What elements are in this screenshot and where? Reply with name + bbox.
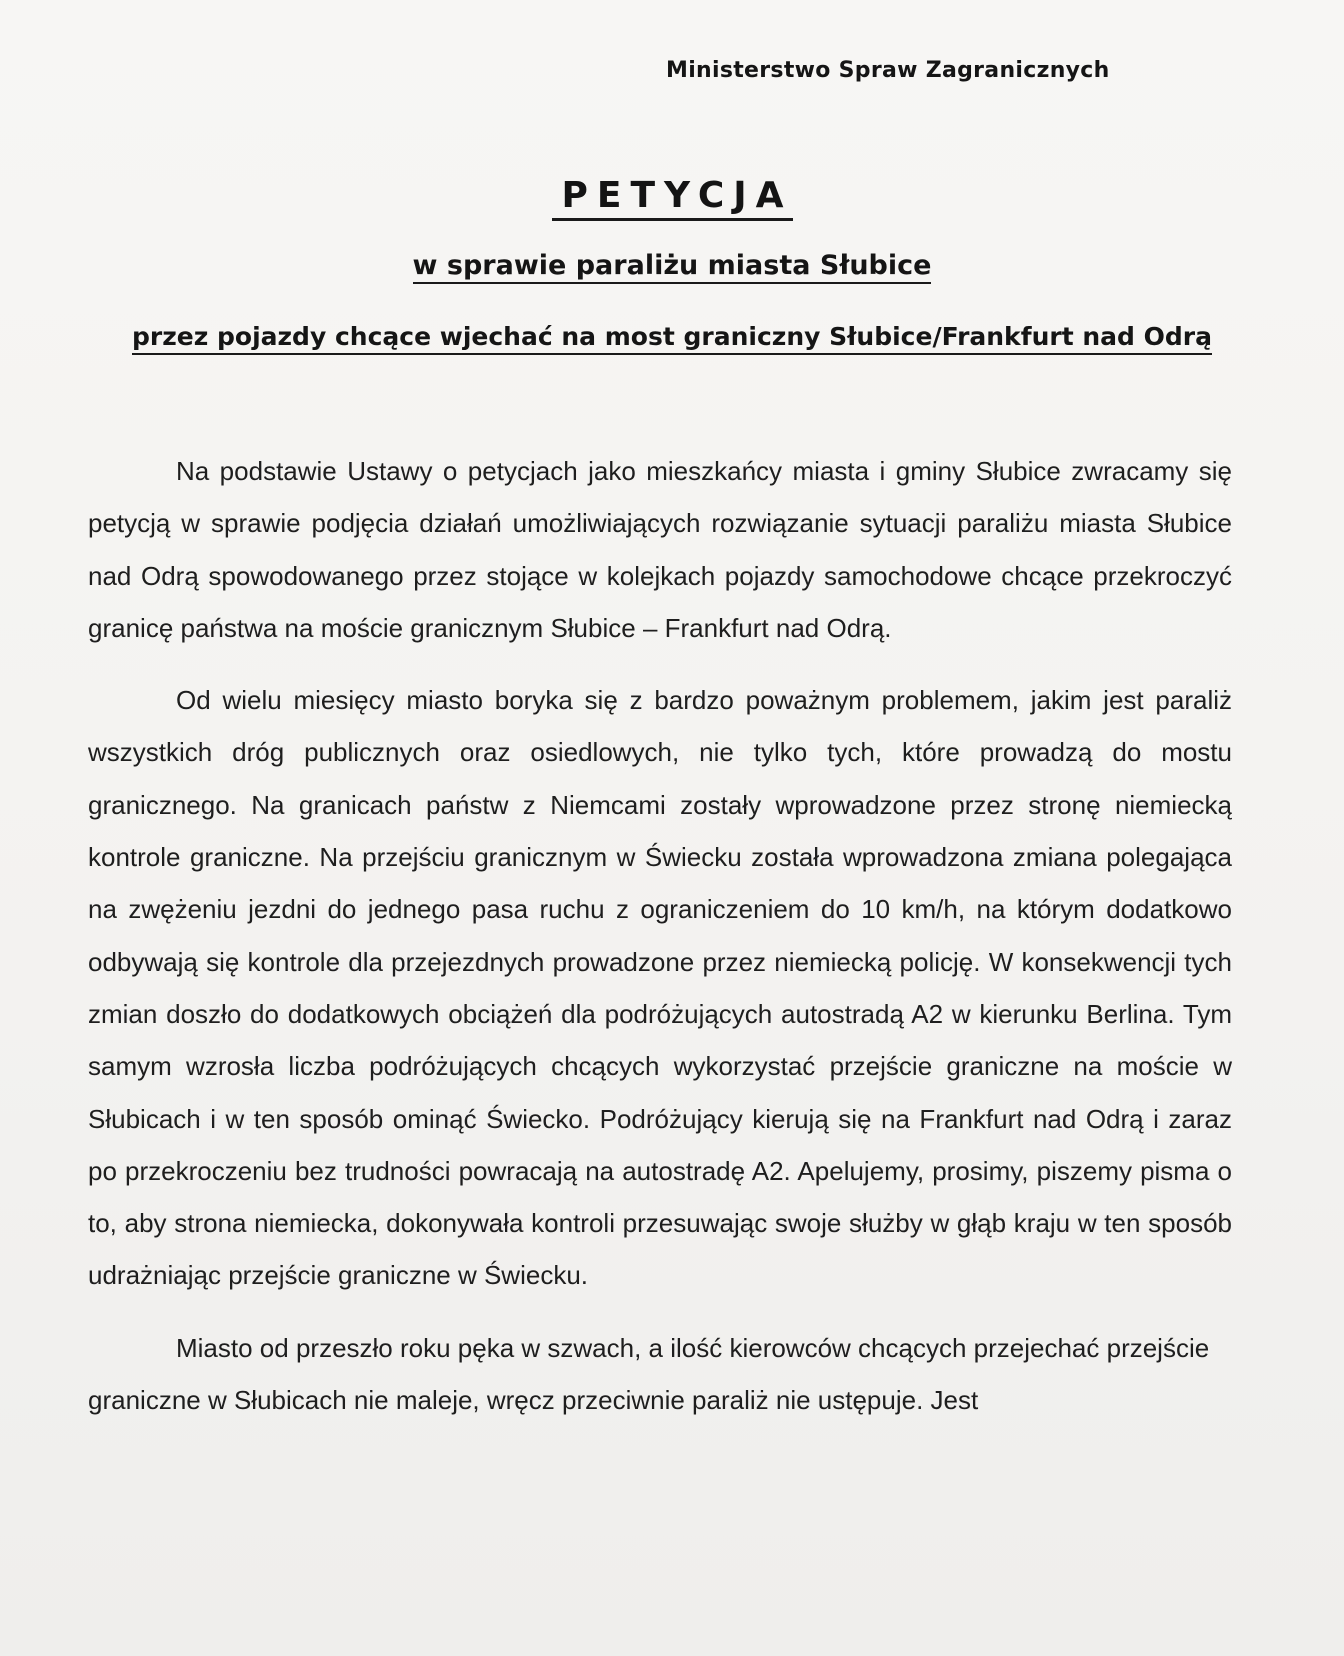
paragraph-1: Na podstawie Ustawy o petycjach jako mieszkańcy miasta i gminy Słubice zwracamy się petycją w sprawie podjęcia działań umożliwiających rozwiązanie sytuacji paraliżu miasta Słubice nad Odrą spowodowanego przez stojące w kolejkach pojazdy samochodowe chcące przekroczyć granicę państwa na moście granicznym Słubice – Frankfurt nad Odrą. [88,456,1232,643]
paragraph-3: Miasto od przeszło roku pęka w szwach, a ilość kierowców chcących przejechać przejście graniczne w Słubicach nie maleje, wręcz przeciwnie paraliż nie ustępuje. Jest [88,1332,1210,1416]
ministry-header: Ministerstwo Spraw Zagranicznych [666,58,1110,83]
petition-body [88,445,1232,1446]
subtitle-line-2-text: przez pojazdy chcące wjechać na most graniczny Słubice/Frankfurt nad Odrą [132,323,1212,355]
document-title-text: PETYCJA [552,176,793,221]
subtitle-line-1 [0,250,1344,284]
subtitle-line-2 [0,322,1344,355]
subtitle-line-1-text: w sprawie paraliżu miasta Słubice [413,250,932,284]
paragraph-2: Od wielu miesięcy miasto boryka się z bardzo poważnym problemem, jakim jest paraliż wszystkich dróg publicznych oraz osiedlowych, nie tylko tych, które prowadzą do mostu granicznego. Na granicach państw z Niemcami zostały wprowadzone przez stronę niemiecką kontrole graniczne. Na przejściu granicznym w Świecku została wprowadzona zmiana polegająca na zwężeniu jezdni do jednego pasa ruchu z ograniczeniem do 10 km/h, na którym dodatkowo odbywają się kontrole dla przejezdnych prowadzone przez niemiecką policję. W konsekwencji tych zmian doszło do dodatkowych obciążeń dla podróżujących autostradą A2 w kierunku Berlina. Tym samym wzrosła liczba podróżujących chcących wykorzystać przejście graniczne na moście w Słubicach i w ten sposób ominąć Świecko. Podróżujący kierują się na Frankfurt nad Odrą i zaraz po przekroczeniu bez trudności powracają na autostradę A2. Apelujemy, prosimy, piszemy pisma o to, aby strona niemiecka, dokonywała kontroli przesuwając swoje służby w głąb kraju w ten sposób udrażniając przejście graniczne w Świecku. [88,685,1232,1291]
document-title [0,175,1344,221]
